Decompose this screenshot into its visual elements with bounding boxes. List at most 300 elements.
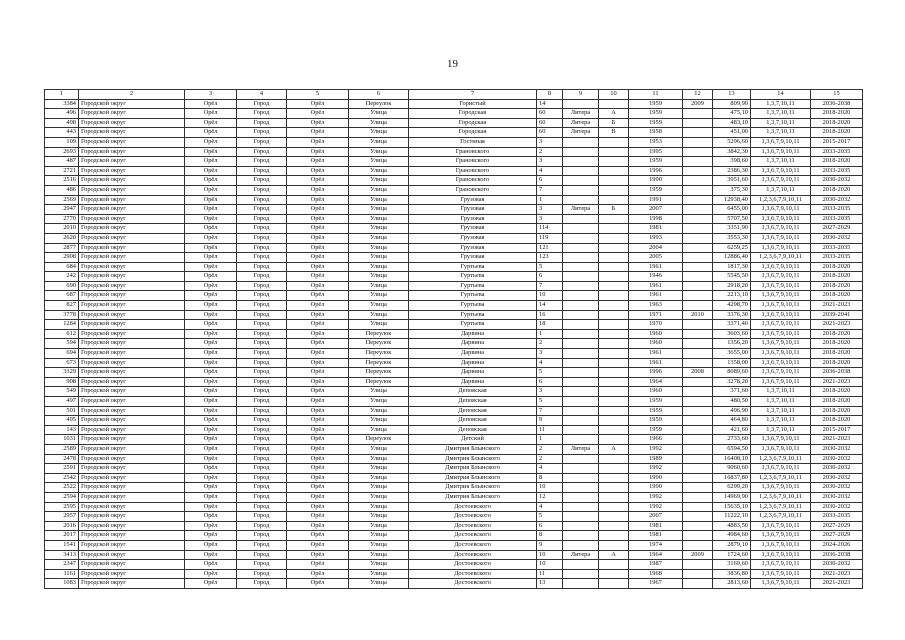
table-cell: Орёл bbox=[287, 502, 349, 512]
column-number-cell: 7 bbox=[409, 90, 537, 100]
table-cell: Городской округ bbox=[79, 540, 185, 550]
table-row bbox=[45, 454, 863, 464]
table-cell: 1,3,7,10,11 bbox=[751, 157, 811, 167]
table-cell: Орёл bbox=[287, 531, 349, 541]
table-cell: 2030-2032 bbox=[811, 492, 863, 502]
table-cell: 5707,50 bbox=[713, 214, 751, 224]
table-cell: 4984,60 bbox=[713, 531, 751, 541]
table-row bbox=[45, 233, 863, 243]
table-cell: Орёл bbox=[287, 233, 349, 243]
table-cell: А bbox=[599, 109, 629, 119]
table-cell: Орёл bbox=[287, 397, 349, 407]
table-cell: Город bbox=[237, 185, 287, 195]
table-cell: Улица bbox=[349, 425, 409, 435]
table-cell: Улица bbox=[349, 320, 409, 330]
table-cell: 480,50 bbox=[713, 397, 751, 407]
table-cell bbox=[683, 540, 713, 550]
table-cell: Гуртьева bbox=[409, 272, 537, 282]
table-cell: Деповская bbox=[409, 397, 537, 407]
table-cell: Орёл bbox=[287, 214, 349, 224]
table-cell bbox=[683, 377, 713, 387]
table-cell bbox=[683, 483, 713, 493]
table-cell: 14 bbox=[537, 99, 563, 109]
table-cell: Улица bbox=[349, 483, 409, 493]
table-cell: Орёл bbox=[185, 550, 237, 560]
table-cell: 1959 bbox=[629, 118, 683, 128]
table-cell: 809,90 bbox=[713, 99, 751, 109]
table-cell: 1,3,6,7,9,10,11 bbox=[751, 550, 811, 560]
table-cell: Улица bbox=[349, 492, 409, 502]
table-cell bbox=[599, 464, 629, 474]
table-cell: Орёл bbox=[287, 444, 349, 454]
table-cell bbox=[563, 406, 599, 416]
table-cell: Грузовая bbox=[409, 195, 537, 205]
table-cell: 2030-2032 bbox=[811, 483, 863, 493]
table-cell: Улица bbox=[349, 166, 409, 176]
column-number-cell: 11 bbox=[629, 90, 683, 100]
table-cell: Город bbox=[237, 329, 287, 339]
table-row bbox=[45, 137, 863, 147]
table-cell: Городской округ bbox=[79, 473, 185, 483]
table-cell: 114 bbox=[537, 224, 563, 234]
table-cell: 2008 bbox=[683, 368, 713, 378]
table-cell bbox=[599, 435, 629, 445]
table-row bbox=[45, 464, 863, 474]
table-cell: Орёл bbox=[185, 397, 237, 407]
table-cell: Орёл bbox=[287, 205, 349, 215]
table-cell bbox=[683, 176, 713, 186]
table-cell bbox=[563, 512, 599, 522]
table-cell: 1,2,3,6,7,9,10,11 bbox=[751, 195, 811, 205]
table-cell: 2018-2020 bbox=[811, 128, 863, 138]
table-cell: Грузовая bbox=[409, 214, 537, 224]
table-cell: Деповская bbox=[409, 416, 537, 426]
table-cell: Улица bbox=[349, 176, 409, 186]
table-cell: 1967 bbox=[629, 579, 683, 589]
column-number-cell: 14 bbox=[751, 90, 811, 100]
table-cell: Город bbox=[237, 301, 287, 311]
table-cell: Улица bbox=[349, 185, 409, 195]
table-cell: 9 bbox=[537, 540, 563, 550]
table-cell: Орёл bbox=[185, 253, 237, 263]
table-cell: Орёл bbox=[287, 349, 349, 359]
table-cell: Улица bbox=[349, 454, 409, 464]
table-cell: Орёл bbox=[287, 166, 349, 176]
table-cell: Улица bbox=[349, 233, 409, 243]
table-cell: Городской округ bbox=[79, 531, 185, 541]
table-cell: Орёл bbox=[287, 320, 349, 330]
table-cell bbox=[599, 540, 629, 550]
table-cell: 5 bbox=[537, 397, 563, 407]
table-cell: 2030-2032 bbox=[811, 454, 863, 464]
table-cell: Достоевского bbox=[409, 502, 537, 512]
table-cell: Деповская bbox=[409, 425, 537, 435]
table-cell bbox=[563, 99, 599, 109]
table-cell: Орёл bbox=[185, 377, 237, 387]
table-cell: Улица bbox=[349, 512, 409, 522]
table-cell: 3951,60 bbox=[713, 176, 751, 186]
table-cell: Городской округ bbox=[79, 301, 185, 311]
table-cell: Орёл bbox=[185, 118, 237, 128]
table-cell: 594 bbox=[45, 339, 79, 349]
table-cell: 3376,30 bbox=[713, 310, 751, 320]
table-cell: 1,3,7,10,11 bbox=[751, 387, 811, 397]
table-cell bbox=[599, 425, 629, 435]
table-cell: Городская bbox=[409, 109, 537, 119]
table-cell: В bbox=[599, 128, 629, 138]
table-cell: Город bbox=[237, 416, 287, 426]
table-cell bbox=[563, 483, 599, 493]
table-cell: Орёл bbox=[185, 99, 237, 109]
table-cell bbox=[563, 253, 599, 263]
table-cell: 2018-2020 bbox=[811, 397, 863, 407]
table-cell bbox=[563, 195, 599, 205]
table-cell: Дмитрия Блынского bbox=[409, 444, 537, 454]
table-cell bbox=[599, 368, 629, 378]
table-cell: Город bbox=[237, 454, 287, 464]
table-cell bbox=[683, 301, 713, 311]
table-cell: 2017 bbox=[45, 531, 79, 541]
table-cell: 2027-2029 bbox=[811, 531, 863, 541]
table-cell: 9 bbox=[537, 416, 563, 426]
table-cell: 1,2,3,6,7,9,10,11 bbox=[751, 492, 811, 502]
table-cell: Городской округ bbox=[79, 253, 185, 263]
table-cell: 16408,10 bbox=[713, 454, 751, 464]
table-cell: 3413 bbox=[45, 550, 79, 560]
table-cell: 3 bbox=[537, 205, 563, 215]
table-cell bbox=[599, 243, 629, 253]
table-cell: Городской округ bbox=[79, 339, 185, 349]
table-cell bbox=[563, 368, 599, 378]
table-cell: Орёл bbox=[185, 425, 237, 435]
table-row bbox=[45, 569, 863, 579]
table-cell bbox=[563, 579, 599, 589]
table-cell: 1971 bbox=[629, 310, 683, 320]
table-cell: Город bbox=[237, 109, 287, 119]
table-row bbox=[45, 406, 863, 416]
table-cell bbox=[599, 579, 629, 589]
table-cell: 1961 bbox=[629, 262, 683, 272]
table-cell: Улица bbox=[349, 310, 409, 320]
table-cell: Городской округ bbox=[79, 320, 185, 330]
table-cell: 2033-2035 bbox=[811, 205, 863, 215]
table-row bbox=[45, 253, 863, 263]
table-row bbox=[45, 502, 863, 512]
table-cell bbox=[563, 233, 599, 243]
table-cell: 2347 bbox=[45, 560, 79, 570]
table-cell: А bbox=[599, 444, 629, 454]
table-cell: 2 bbox=[537, 454, 563, 464]
table-cell: 1989 bbox=[629, 454, 683, 464]
column-number-row bbox=[45, 90, 863, 100]
table-cell: Орёл bbox=[287, 262, 349, 272]
table-cell bbox=[599, 502, 629, 512]
table-cell: 2021-2023 bbox=[811, 569, 863, 579]
table-row bbox=[45, 272, 863, 282]
table-cell: Город bbox=[237, 435, 287, 445]
table-cell: 14 bbox=[537, 301, 563, 311]
table-cell bbox=[599, 531, 629, 541]
table-cell: Улица bbox=[349, 387, 409, 397]
table-cell: Город bbox=[237, 406, 287, 416]
table-cell bbox=[599, 569, 629, 579]
table-row bbox=[45, 492, 863, 502]
table-cell bbox=[683, 579, 713, 589]
table-cell bbox=[683, 454, 713, 464]
table-row bbox=[45, 387, 863, 397]
table-cell: 2033-2035 bbox=[811, 512, 863, 522]
table-cell: Орёл bbox=[287, 473, 349, 483]
table-cell: 3553,30 bbox=[713, 233, 751, 243]
table-cell: Улица bbox=[349, 579, 409, 589]
table-cell: 3278,20 bbox=[713, 377, 751, 387]
table-cell: Орёл bbox=[287, 99, 349, 109]
table-cell: Литера bbox=[563, 444, 599, 454]
table-cell: Дарвина bbox=[409, 349, 537, 359]
table-cell: 1987 bbox=[629, 560, 683, 570]
table-cell: 242 bbox=[45, 272, 79, 282]
table-cell bbox=[563, 464, 599, 474]
table-row bbox=[45, 128, 863, 138]
table-cell: Улица bbox=[349, 253, 409, 263]
table-cell: 6 bbox=[537, 521, 563, 531]
table-cell: 3384 bbox=[45, 99, 79, 109]
table-cell: 1,3,6,7,9,10,11 bbox=[751, 233, 811, 243]
table-cell: 1981 bbox=[629, 531, 683, 541]
table-cell: 908 bbox=[45, 377, 79, 387]
table-cell: 2693 bbox=[45, 147, 79, 157]
table-cell: Орёл bbox=[185, 339, 237, 349]
table-cell: 2024-2026 bbox=[811, 540, 863, 550]
table-cell: Дарвина bbox=[409, 329, 537, 339]
table-cell bbox=[563, 435, 599, 445]
table-cell: 3329 bbox=[45, 368, 79, 378]
table-cell: Город bbox=[237, 579, 287, 589]
table-cell: Улица bbox=[349, 540, 409, 550]
table-cell: Орёл bbox=[287, 291, 349, 301]
table-cell: 3778 bbox=[45, 310, 79, 320]
table-row bbox=[45, 521, 863, 531]
table-cell: Городской округ bbox=[79, 118, 185, 128]
table-cell: 2018-2020 bbox=[811, 272, 863, 282]
table-cell: Городской округ bbox=[79, 425, 185, 435]
table-cell: 1,3,6,7,9,10,11 bbox=[751, 272, 811, 282]
table-cell: 4 bbox=[537, 502, 563, 512]
table-cell bbox=[683, 243, 713, 253]
table-cell: 375,30 bbox=[713, 185, 751, 195]
table-cell: 1,3,6,7,9,10,11 bbox=[751, 214, 811, 224]
table-cell: Орёл bbox=[185, 531, 237, 541]
table-cell: 2033-2035 bbox=[811, 243, 863, 253]
table-cell: Орёл bbox=[185, 301, 237, 311]
table-cell: Улица bbox=[349, 550, 409, 560]
table-cell: 10 bbox=[537, 483, 563, 493]
table-cell: 1,2,3,6,7,9,10,11 bbox=[751, 473, 811, 483]
table-cell bbox=[683, 281, 713, 291]
table-cell: 1284 bbox=[45, 320, 79, 330]
table-cell bbox=[599, 147, 629, 157]
table-cell: 119 bbox=[537, 233, 563, 243]
table-row bbox=[45, 560, 863, 570]
table-cell bbox=[563, 262, 599, 272]
table-cell bbox=[683, 339, 713, 349]
table-cell bbox=[599, 320, 629, 330]
table-row bbox=[45, 579, 863, 589]
table-cell: 4 bbox=[537, 464, 563, 474]
table-cell: 2908 bbox=[45, 253, 79, 263]
table-cell: Грановского bbox=[409, 176, 537, 186]
table-cell: 501 bbox=[45, 406, 79, 416]
table-cell: Орёл bbox=[185, 320, 237, 330]
table-cell: Достоевского bbox=[409, 531, 537, 541]
table-cell: Городской округ bbox=[79, 176, 185, 186]
table-cell: Орёл bbox=[185, 569, 237, 579]
table-cell bbox=[563, 320, 599, 330]
table-cell: 1,3,6,7,9,10,11 bbox=[751, 262, 811, 272]
table-cell: 1,3,6,7,9,10,11 bbox=[751, 435, 811, 445]
table-cell: Город bbox=[237, 224, 287, 234]
table-cell: Городской округ bbox=[79, 502, 185, 512]
table-cell: Орёл bbox=[287, 137, 349, 147]
table-cell: 6259,25 bbox=[713, 243, 751, 253]
table-cell: 1,3,6,7,9,10,11 bbox=[751, 339, 811, 349]
table-cell: 2018-2020 bbox=[811, 291, 863, 301]
table-cell: Гуртьева bbox=[409, 291, 537, 301]
table-cell bbox=[599, 329, 629, 339]
table-cell: 2033-2035 bbox=[811, 214, 863, 224]
table-cell: Достоевского bbox=[409, 550, 537, 560]
table-cell: Городской округ bbox=[79, 387, 185, 397]
table-cell: Орёл bbox=[287, 579, 349, 589]
table-cell bbox=[563, 358, 599, 368]
table-row bbox=[45, 531, 863, 541]
table-cell: Достоевского bbox=[409, 540, 537, 550]
table-cell: Деповская bbox=[409, 387, 537, 397]
table-cell bbox=[683, 224, 713, 234]
table-cell: 2010 bbox=[683, 310, 713, 320]
table-cell: 1,3,6,7,9,10,11 bbox=[751, 368, 811, 378]
table-cell: Орёл bbox=[185, 109, 237, 119]
table-cell: 1992 bbox=[629, 444, 683, 454]
table-cell: Улица bbox=[349, 205, 409, 215]
table-row bbox=[45, 349, 863, 359]
table-cell: Город bbox=[237, 492, 287, 502]
table-cell: 1,3,7,10,11 bbox=[751, 406, 811, 416]
table-cell: Орёл bbox=[185, 473, 237, 483]
table-cell: Литера bbox=[563, 205, 599, 215]
table-cell: 496 bbox=[45, 109, 79, 119]
table-cell: 827 bbox=[45, 301, 79, 311]
table-cell: 1,3,7,10,11 bbox=[751, 185, 811, 195]
table-cell: 3 bbox=[537, 137, 563, 147]
table-cell: Дарвина bbox=[409, 368, 537, 378]
table-cell: 10 bbox=[537, 291, 563, 301]
table-cell: 2018-2020 bbox=[811, 185, 863, 195]
table-cell: Деповская bbox=[409, 406, 537, 416]
table-cell bbox=[563, 569, 599, 579]
table-cell: 1,3,7,10,11 bbox=[751, 99, 811, 109]
table-cell bbox=[563, 157, 599, 167]
table-cell: Орёл bbox=[287, 272, 349, 282]
table-cell: 3 bbox=[537, 214, 563, 224]
table-row bbox=[45, 540, 863, 550]
table-cell: 1,3,6,7,9,10,11 bbox=[751, 569, 811, 579]
table-cell bbox=[683, 185, 713, 195]
table-cell bbox=[563, 147, 599, 157]
table-cell: Город bbox=[237, 473, 287, 483]
table-cell bbox=[563, 416, 599, 426]
table-cell bbox=[599, 176, 629, 186]
table-row bbox=[45, 550, 863, 560]
table-cell bbox=[599, 406, 629, 416]
table-cell: 2030-2032 bbox=[811, 464, 863, 474]
table-cell: 16837,80 bbox=[713, 473, 751, 483]
table-cell: 2036-2038 bbox=[811, 368, 863, 378]
table-row bbox=[45, 118, 863, 128]
table-cell: Орёл bbox=[287, 550, 349, 560]
table-cell: 7 bbox=[537, 185, 563, 195]
table-row bbox=[45, 425, 863, 435]
table-row bbox=[45, 195, 863, 205]
table-cell: Орёл bbox=[185, 157, 237, 167]
table-cell: 673 bbox=[45, 358, 79, 368]
table-cell: Орёл bbox=[287, 512, 349, 522]
table-cell: 1,3,7,10,11 bbox=[751, 109, 811, 119]
table-cell: 1,3,6,7,9,10,11 bbox=[751, 166, 811, 176]
table-cell: 1,3,6,7,9,10,11 bbox=[751, 377, 811, 387]
table-cell: Городской округ bbox=[79, 99, 185, 109]
table-row bbox=[45, 512, 863, 522]
table-cell: Улица bbox=[349, 531, 409, 541]
table-cell bbox=[599, 483, 629, 493]
table-cell: 2015-2017 bbox=[811, 425, 863, 435]
table-cell bbox=[599, 185, 629, 195]
table-cell: 1974 bbox=[629, 540, 683, 550]
table-cell: 1996 bbox=[629, 166, 683, 176]
table-cell bbox=[563, 531, 599, 541]
table-cell: Орёл bbox=[185, 579, 237, 589]
table-cell: Дмитрия Блынского bbox=[409, 454, 537, 464]
table-cell: 1993 bbox=[629, 233, 683, 243]
table-cell: Орёл bbox=[185, 262, 237, 272]
table-cell: 3655,00 bbox=[713, 349, 751, 359]
table-row bbox=[45, 435, 863, 445]
table-cell: Орёл bbox=[185, 329, 237, 339]
table-cell: Городской округ bbox=[79, 377, 185, 387]
table-cell: 1,3,6,7,9,10,11 bbox=[751, 349, 811, 359]
table-cell: Достоевского bbox=[409, 560, 537, 570]
table-cell: 443 bbox=[45, 128, 79, 138]
table-cell: 1,3,6,7,9,10,11 bbox=[751, 243, 811, 253]
table-cell: 687 bbox=[45, 291, 79, 301]
table-cell: 2018-2020 bbox=[811, 406, 863, 416]
table-cell: 11222,10 bbox=[713, 512, 751, 522]
table-cell: Орёл bbox=[185, 176, 237, 186]
table-cell: 60 bbox=[537, 118, 563, 128]
table-cell: 1,3,6,7,9,10,11 bbox=[751, 176, 811, 186]
table-cell: 684 bbox=[45, 262, 79, 272]
table-cell: 1,3,7,10,11 bbox=[751, 128, 811, 138]
table-cell bbox=[599, 454, 629, 464]
table-cell: 1,3,6,7,9,10,11 bbox=[751, 579, 811, 589]
table-cell: Городской округ bbox=[79, 214, 185, 224]
table-cell: Улица bbox=[349, 128, 409, 138]
table-cell: 5296,60 bbox=[713, 137, 751, 147]
column-number-cell: 13 bbox=[713, 90, 751, 100]
table-cell: Орёл bbox=[185, 454, 237, 464]
table-cell: 2030-2032 bbox=[811, 473, 863, 483]
table-cell: 1,3,7,10,11 bbox=[751, 416, 811, 426]
